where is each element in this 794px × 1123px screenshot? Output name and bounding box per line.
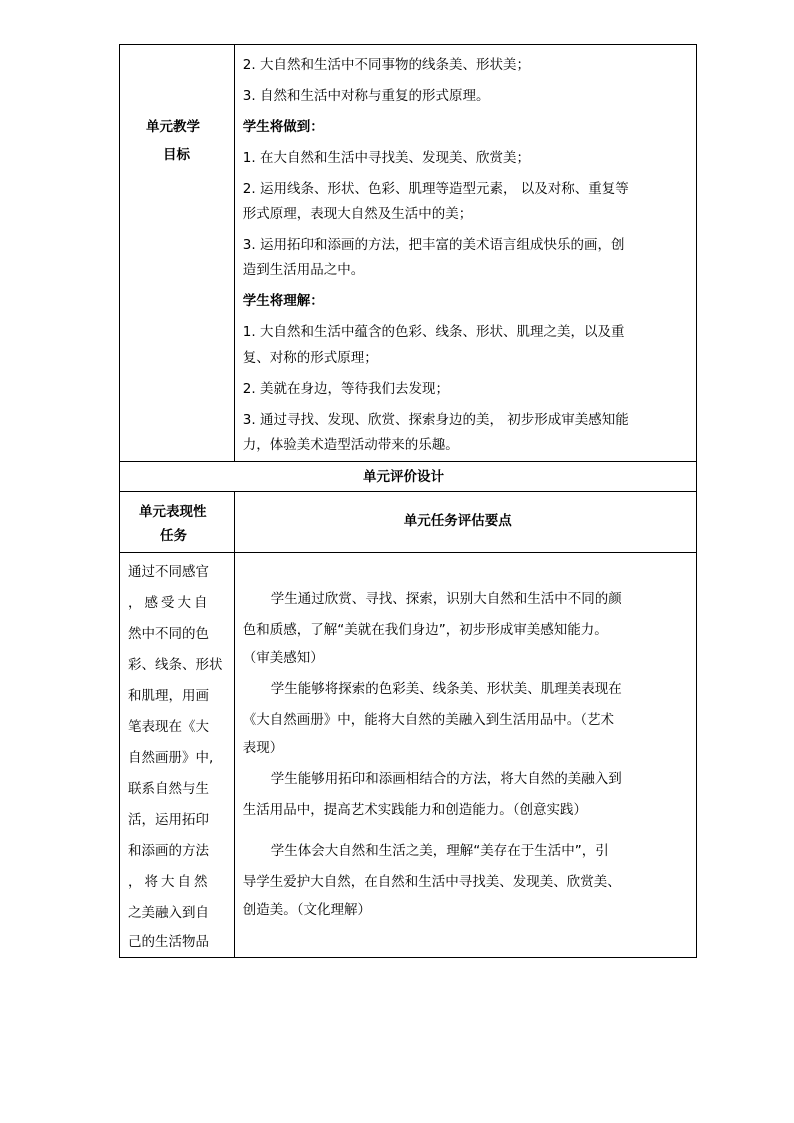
goal-line: 造到生活用品之中。 xyxy=(242,262,365,278)
task-line: ，将大自然 xyxy=(128,874,211,890)
goal-line: 2. 运用线条、形状、色彩、肌理等造型元素， 以及对称、重复等 xyxy=(242,181,629,197)
goal-line: 1. 大自然和生活中蕴含的色彩、线条、形状、肌理之美，以及重 xyxy=(242,324,625,340)
task-line: 联系自然与生 xyxy=(128,781,209,797)
point-line: 表现） xyxy=(242,740,284,756)
goal-line: 3. 运用拓印和添画的方法，把丰富的美术语言组成快乐的画，创 xyxy=(242,237,625,253)
goal-heading-do: 学生将做到： xyxy=(242,119,324,135)
point-line: 导学生爱护大自然，在自然和生活中寻找美、发现美、欣赏美、 xyxy=(242,874,621,890)
point-line: 色和质感，了解“美就在我们身边”，初步形成审美感知能力。 xyxy=(242,622,608,638)
goal-line: 3. 通过寻找、发现、欣赏、探索身边的美， 初步形成审美感知能 xyxy=(242,412,629,428)
goals-label-line2: 目标 xyxy=(163,147,190,163)
goal-line: 1. 在大自然和生活中寻找美、发现美、欣赏美； xyxy=(242,150,530,166)
task-line: 活，运用拓印 xyxy=(128,812,209,828)
task-header-cell xyxy=(120,492,235,553)
goal-line: 3. 自然和生活中对称与重复的形式原理。 xyxy=(242,88,490,104)
goal-heading-understand: 学生将理解： xyxy=(242,293,324,309)
task-cell xyxy=(120,553,235,958)
task-line: 己的生活物品 xyxy=(128,934,209,950)
point-line: 学生体会大自然和生活之美，理解“美存在于生活中”，引 xyxy=(270,843,609,859)
task-header-line2: 任务 xyxy=(160,528,187,544)
task-header-line1: 单元表现性 xyxy=(139,504,207,520)
task-line: 通过不同感官 xyxy=(128,564,209,580)
point-line: 生活用品中，提高艺术实践能力和创造能力。（创意实践） xyxy=(242,802,588,818)
points-header: 单元任务评估要点 xyxy=(403,513,512,529)
goal-line: 复、对称的形式原理； xyxy=(242,350,378,366)
task-line: 笔表现在《大 xyxy=(128,719,209,735)
goals-label-line1: 单元教学 xyxy=(146,119,200,135)
evaluation-section-title: 单元评价设计 xyxy=(363,469,444,485)
points-cell xyxy=(234,553,696,958)
point-line: 《大自然画册》中，能将大自然的美融入到生活用品中。（艺术 xyxy=(242,712,615,728)
unit-design-table xyxy=(119,44,697,958)
point-line: 学生通过欣赏、寻找、探索，识别大自然和生活中不同的颜 xyxy=(270,591,622,607)
task-line: 彩、线条、形状 xyxy=(128,657,223,673)
goals-content-cell xyxy=(234,45,696,462)
goals-label-cell xyxy=(120,45,235,462)
task-line: 和添画的方法 xyxy=(128,843,209,859)
goal-line: 力，体验美术造型活动带来的乐趣。 xyxy=(242,437,459,453)
point-line: 学生能够将探索的色彩美、线条美、形状美、肌理美表现在 xyxy=(270,681,622,697)
point-line: 学生能够用拓印和添画相结合的方法，将大自然的美融入到 xyxy=(270,771,622,787)
goal-line: 形式原理，表现大自然及生活中的美； xyxy=(242,206,473,222)
task-line: 然中不同的色 xyxy=(128,626,209,642)
task-line: 自然画册》中, xyxy=(128,750,214,766)
point-line: 创造美。（文化理解） xyxy=(242,902,372,918)
goal-line: 2. 大自然和生活中不同事物的线条美、形状美； xyxy=(242,57,530,73)
task-line: 之美融入到自 xyxy=(128,905,209,921)
task-line: 和肌理，用画 xyxy=(128,688,209,704)
task-line: ，感受大自 xyxy=(128,595,211,611)
point-line: （审美感知） xyxy=(242,650,324,666)
evaluation-title-cell xyxy=(120,462,697,492)
goal-line: 2. 美就在身边，等待我们去发现； xyxy=(242,381,449,397)
points-header-cell xyxy=(234,492,696,553)
